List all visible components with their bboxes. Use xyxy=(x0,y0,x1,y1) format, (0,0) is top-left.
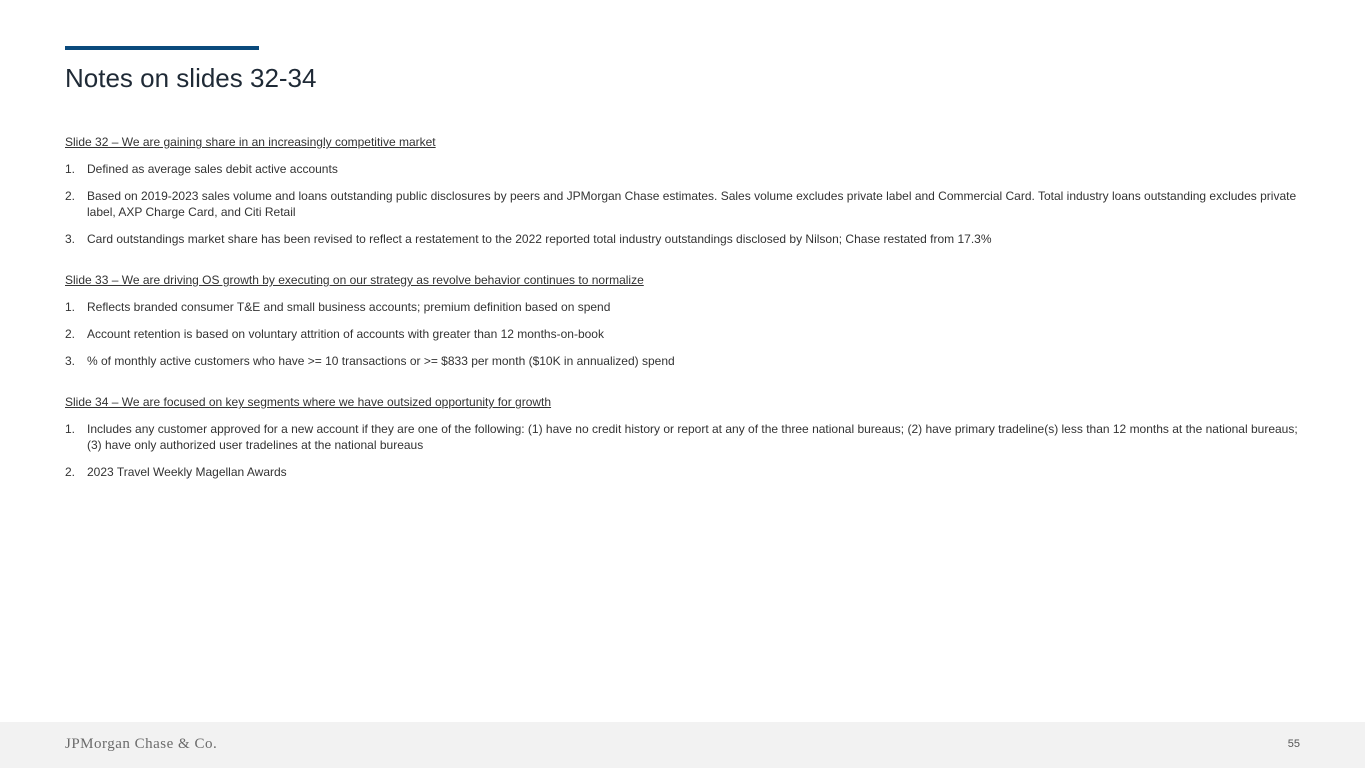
page-title: Notes on slides 32-34 xyxy=(65,63,317,93)
notes-list xyxy=(65,421,1300,480)
note-item xyxy=(65,188,1300,220)
note-item xyxy=(65,353,1300,369)
note-number: 2. xyxy=(65,189,76,203)
note-number: 3. xyxy=(65,354,76,368)
note-item xyxy=(65,161,1300,177)
notes-content xyxy=(65,134,1300,505)
footer xyxy=(0,722,1365,768)
note-text: Includes any customer approved for a new account if they are one of the following: (1) have no credit history or report at any of the three national bureaus; (2) have primary tradeline(s) less than 12 months at the national bureaus; (3) have only authorized user tradelines at the national bureaus xyxy=(87,422,1298,452)
note-item xyxy=(65,299,1300,315)
note-number: 1. xyxy=(65,300,76,314)
notes-section-slide-34 xyxy=(65,394,1300,480)
note-text: Account retention is based on voluntary attrition of accounts with greater than 12 months-on-book xyxy=(87,327,604,341)
note-text: 2023 Travel Weekly Magellan Awards xyxy=(87,465,287,479)
note-text: Reflects branded consumer T&E and small business accounts; premium definition based on spend xyxy=(87,300,611,314)
note-number: 1. xyxy=(65,422,76,436)
title-accent-bar xyxy=(65,46,259,50)
note-text: Card outstandings market share has been revised to reflect a restatement to the 2022 reported total industry outstandings disclosed by Nilson; Chase restated from 17.3% xyxy=(87,232,992,246)
company-logo: JPMorgan Chase & Co. xyxy=(65,736,218,752)
note-number: 3. xyxy=(65,232,76,246)
notes-section-slide-32 xyxy=(65,134,1300,247)
note-item xyxy=(65,421,1300,453)
note-item xyxy=(65,464,1300,480)
note-number: 2. xyxy=(65,327,76,341)
note-text: Defined as average sales debit active accounts xyxy=(87,162,338,176)
section-heading: Slide 32 – We are gaining share in an increasingly competitive market xyxy=(65,135,436,149)
page-number: 55 xyxy=(1287,738,1300,750)
notes-list xyxy=(65,299,1300,369)
section-heading: Slide 34 – We are focused on key segments where we have outsized opportunity for growth xyxy=(65,395,552,409)
note-text: % of monthly active customers who have >= 10 transactions or >= $833 per month ($10K in annualized) spend xyxy=(87,354,675,368)
note-number: 2. xyxy=(65,465,76,479)
note-item xyxy=(65,231,1300,247)
notes-section-slide-33 xyxy=(65,272,1300,369)
note-item xyxy=(65,326,1300,342)
note-text: Based on 2019-2023 sales volume and loans outstanding public disclosures by peers and JPMorgan Chase estimates. Sales volume excludes private label and Commercial Card. Total industry loans outstanding excludes private label, AXP Charge Card, and Citi Retail xyxy=(87,189,1297,219)
note-number: 1. xyxy=(65,162,76,176)
section-heading: Slide 33 – We are driving OS growth by executing on our strategy as revolve behavior continues to normalize xyxy=(65,273,644,287)
notes-list xyxy=(65,161,1300,247)
